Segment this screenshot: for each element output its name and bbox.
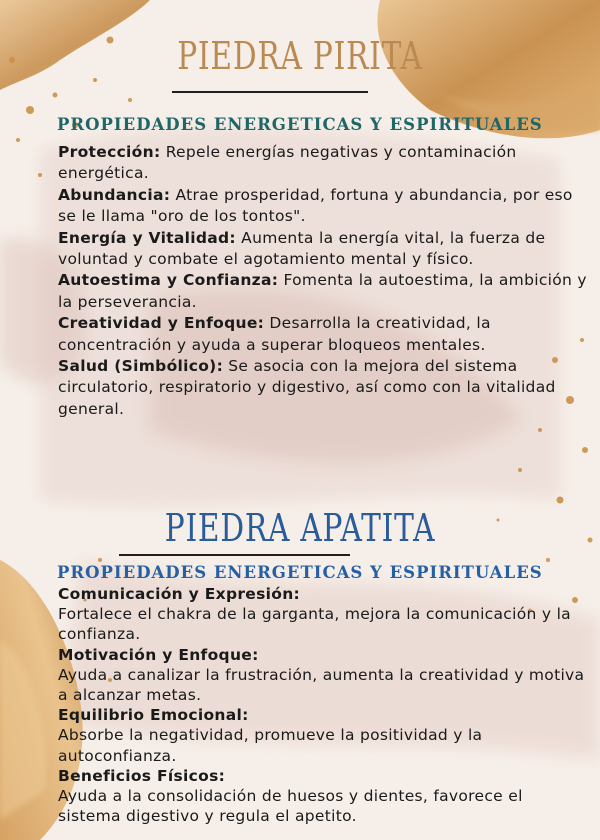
property-text: Aumenta la energía vital, la fuerza de voluntad y combate el agotamiento mental y físico. (58, 228, 546, 269)
property-text: Fortalece el chakra de la garganta, mejora la comunicación y la confianza. (58, 605, 571, 644)
property-item (58, 270, 588, 313)
property-term: Abundancia: (58, 185, 171, 204)
property-item (58, 142, 588, 185)
property-term: Equilibrio Emocional: (58, 706, 249, 725)
title-underline (119, 554, 350, 556)
pirita-title: PIEDRA PIRITA (177, 34, 423, 78)
pirita-subtitle: PROPIEDADES ENERGETICAS Y ESPIRITUALES (57, 115, 543, 134)
property-text: Desarrolla la creatividad, la concentración y ayuda a superar bloqueos mentales. (58, 314, 491, 354)
property-term: Comunicación y Expresión: (58, 585, 301, 603)
property-term: Motivación y Enfoque: (58, 645, 259, 664)
title-underline (172, 91, 368, 93)
apatita-subtitle: PROPIEDADES ENERGETICAS Y ESPIRITUALES (57, 563, 543, 582)
property-term: Beneficios Físicos: (58, 766, 226, 785)
property-item (58, 356, 588, 420)
property-text: Absorbe la negatividad, promueve la positividad y la autoconfianza. (58, 726, 483, 765)
property-text: Atrae prosperidad, fortuna y abundancia, por eso se le llama "oro de los tontos". (58, 185, 573, 226)
property-text: Ayuda a canalizar la frustración, aumenta la creatividad y motiva a alcanzar metas. (58, 665, 585, 705)
property-term: Protección: (58, 143, 161, 161)
property-text: Fomenta la autoestima, la ambición y la perseverancia. (58, 271, 587, 311)
property-item (58, 313, 588, 356)
property-term: Salud (Simbólico): (58, 357, 224, 376)
property-item (58, 645, 588, 706)
property-item (58, 705, 588, 766)
property-text: Repele energías negativas y contaminación energética. (58, 143, 517, 183)
property-text: Ayuda a la consolidación de huesos y dientes, favorece el sistema digestivo y regula el apetito. (58, 787, 523, 826)
apatita-properties (58, 584, 588, 826)
property-term: Creatividad y Enfoque: (58, 314, 265, 333)
property-term: Autoestima y Confianza: (58, 271, 279, 290)
property-item (58, 185, 588, 228)
property-item (58, 584, 588, 645)
property-item (58, 766, 588, 827)
property-term: Energía y Vitalidad: (58, 228, 236, 247)
apatita-title: PIEDRA APATITA (164, 506, 436, 550)
pirita-properties (58, 142, 588, 420)
property-text: Se asocia con la mejora del sistema circulatorio, respiratorio y digestivo, así como con la vitalidad general. (58, 357, 556, 418)
property-item (58, 228, 588, 271)
